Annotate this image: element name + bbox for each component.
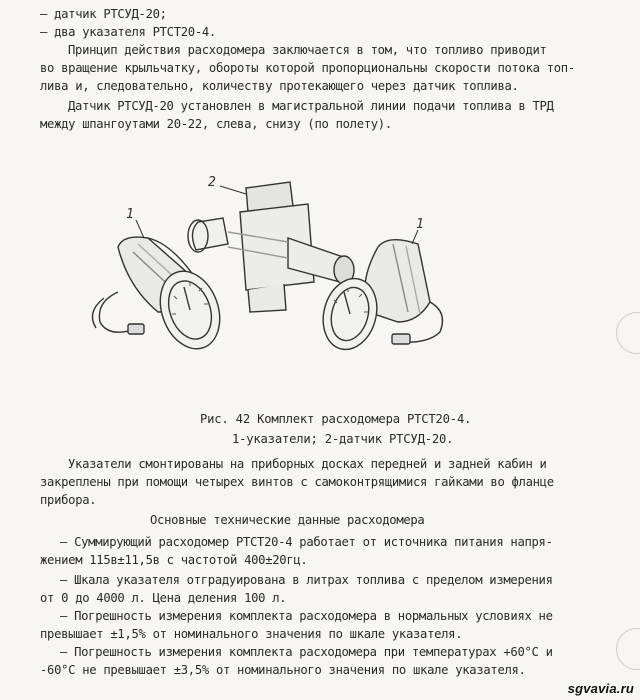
text-line: Указатели смонтированы на приборных досках передней и задней кабин и (68, 457, 547, 471)
flowmeter-drawing (78, 172, 468, 382)
punch-hole (616, 628, 640, 670)
spec-line: – Шкала указателя отградуирована в литрах топлива с пределом измерения (60, 573, 553, 587)
punch-hole (616, 312, 640, 354)
flowmeter-set-illustration (78, 172, 468, 382)
text-line: Принцип действия расходомера заключается в том, что топливо приводит (68, 43, 547, 57)
text-line: между шпангоутами 20-22, слева, снизу (по полету). (40, 117, 392, 131)
spec-line: – Суммирующий расходомер РТСТ20-4 работает от источника питания напря- (60, 535, 553, 549)
text-line: прибора. (40, 493, 97, 507)
text-line: – два указателя РТСТ20-4. (40, 25, 216, 39)
section-heading: Основные технические данные расходомера (150, 513, 425, 527)
figure-caption-title: Рис. 42 Комплект расходомера РТСТ20-4. (200, 412, 472, 426)
text-line: Датчик РТСУД-20 установлен в магистральной линии подачи топлива в ТРД (68, 99, 554, 113)
text-line: – датчик РТСУД-20; (40, 7, 167, 21)
callout-label: 2 (208, 175, 216, 190)
site-watermark: sgvavia.ru (567, 681, 634, 696)
text-line: во вращение крыльчатку, обороты которой пропорциональны скорости потока топ- (40, 61, 575, 75)
text-line: лива и, следовательно, количеству протекающего через датчик топлива. (40, 79, 519, 93)
spec-line: – Погрешность измерения комплекта расходомера при температурах +60°С и (60, 645, 553, 659)
callout-label: 1 (126, 207, 134, 222)
figure-caption-legend: 1-указатели; 2-датчик РТСУД-20. (232, 432, 454, 446)
spec-line: превышает ±1,5% от номинального значения по шкале указателя. (40, 627, 463, 641)
text-line: закреплены при помощи четырех винтов с самоконтрящимися гайками во фланце (40, 475, 554, 489)
spec-line: от 0 до 4000 л. Цена деления 100 л. (40, 591, 287, 605)
spec-line: – Погрешность измерения комплекта расходомера в нормальных условиях не (60, 609, 553, 623)
callout-label: 1 (416, 217, 424, 232)
spec-line: -60°С не превышает ±3,5% от номинального значения по шкале указателя. (40, 663, 526, 677)
spec-line: жением 115в±11,5в с частотой 400±20гц. (40, 553, 308, 567)
